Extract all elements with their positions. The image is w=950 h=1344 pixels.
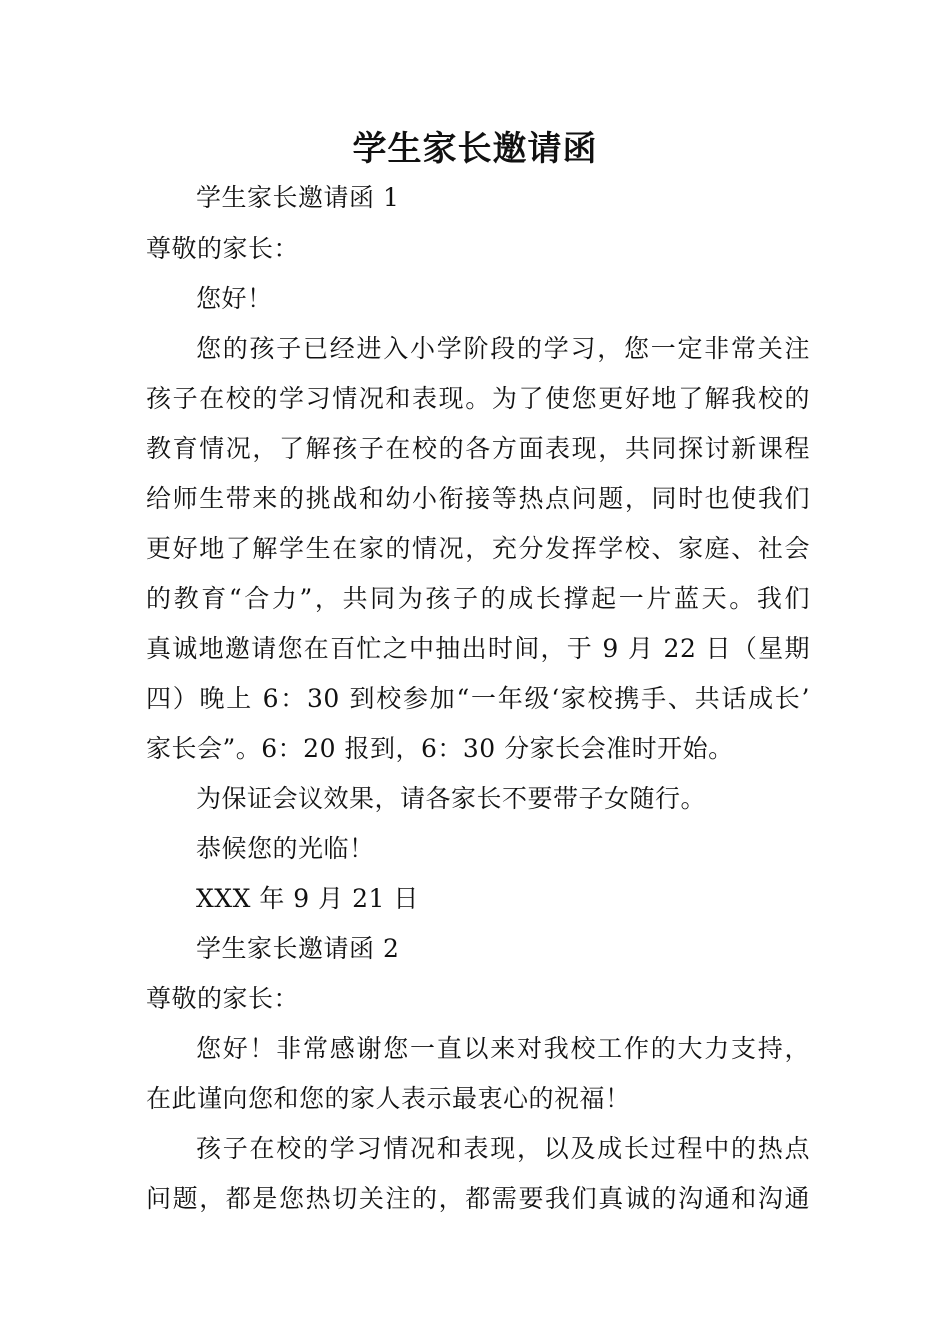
body-line: 给师生带来的挑战和幼小衔接等热点问题，同时也使我们 xyxy=(146,484,810,513)
salutation-2: 尊敬的家长： xyxy=(146,984,300,1013)
closing-line: 恭候您的光临！ xyxy=(196,834,375,863)
body-line: 问题，都是您热切关注的，都需要我们真诚的沟通和沟通 xyxy=(146,1184,810,1213)
greeting-1: 您好！ xyxy=(196,284,273,313)
body-line: 孩子在校的学习情况和表现，以及成长过程中的热点 xyxy=(196,1134,810,1163)
salutation-1: 尊敬的家长： xyxy=(146,234,300,263)
body-line: 更好地了解学生在家的情况，充分发挥学校、家庭、社会 xyxy=(146,534,810,563)
date-line: XXX 年 9 月 21 日 xyxy=(196,884,419,913)
section-heading-1: 学生家长邀请函 1 xyxy=(196,183,400,212)
body-line: 真诚地邀请您在百忙之中抽出时间，于 9 月 22 日（星期 xyxy=(146,634,810,663)
body-line: 为保证会议效果，请各家长不要带子女随行。 xyxy=(196,784,707,813)
body-line: 教育情况，了解孩子在校的各方面表现，共同探讨新课程 xyxy=(146,434,810,463)
body-line: 您的孩子已经进入小学阶段的学习，您一定非常关注 xyxy=(196,334,810,363)
body-line: 孩子在校的学习情况和表现。为了使您更好地了解我校的 xyxy=(146,384,810,413)
document-title: 学生家长邀请函 xyxy=(352,129,598,169)
body-line: 在此谨向您和您的家人表示最衷心的祝福！ xyxy=(146,1084,631,1113)
body-line: 四）晚上 6：30 到校参加“一年级‘家校携手、共话成长’ xyxy=(146,684,810,713)
body-line: 的教育“合力”，共同为孩子的成长撑起一片蓝天。我们 xyxy=(146,584,810,613)
body-line: 您好！非常感谢您一直以来对我校工作的大力支持， xyxy=(196,1034,810,1063)
section-heading-2: 学生家长邀请函 2 xyxy=(196,934,400,963)
body-line: 家长会”。6：20 报到，6：30 分家长会准时开始。 xyxy=(146,734,734,763)
